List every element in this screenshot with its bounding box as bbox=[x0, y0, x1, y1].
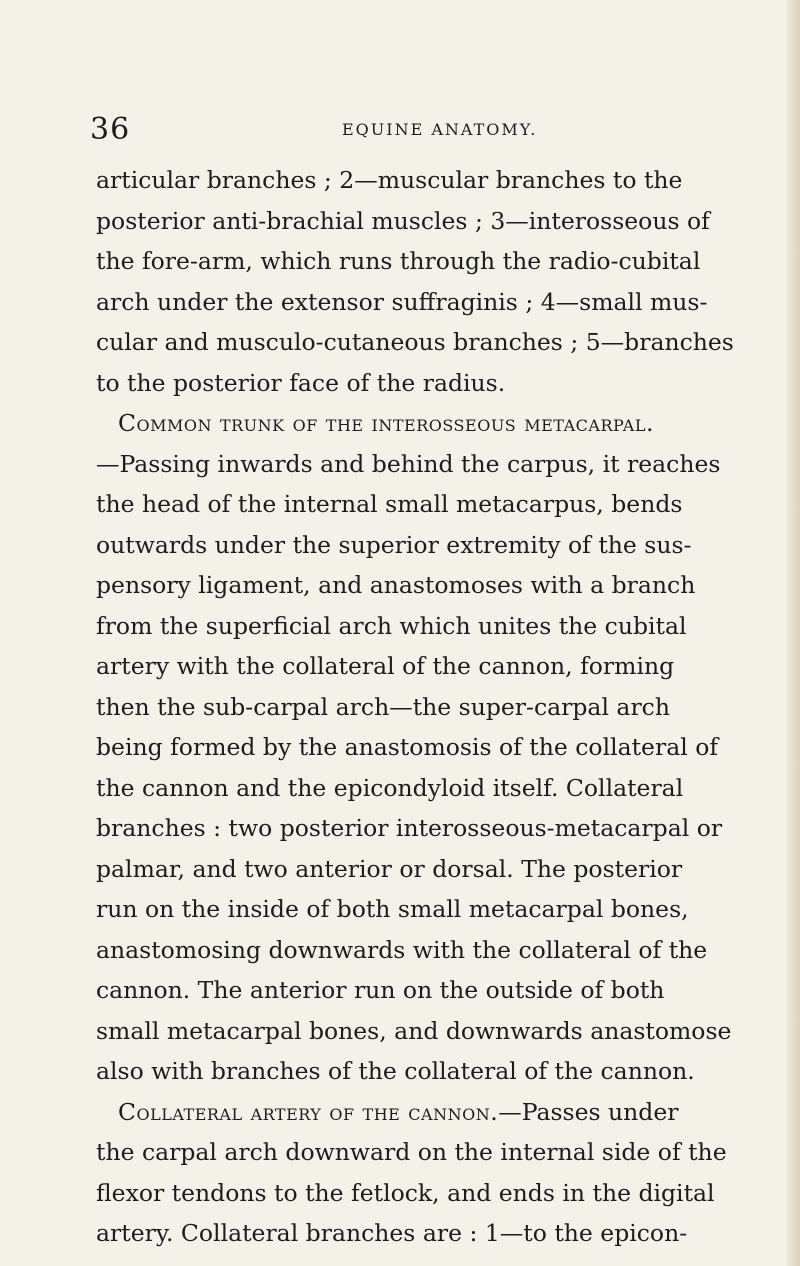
text-line bbox=[96, 606, 790, 647]
text-line bbox=[96, 322, 790, 363]
text-line bbox=[96, 808, 790, 849]
line-text: posterior anti-brachial muscles ; 3—interosseous of bbox=[96, 206, 710, 235]
text-line bbox=[96, 687, 790, 728]
text-line bbox=[96, 768, 790, 809]
line-text: artery with the collateral of the cannon, forming bbox=[96, 652, 675, 680]
text-line bbox=[96, 1051, 790, 1092]
text-line bbox=[96, 160, 790, 201]
section-heading: Collateral artery of the cannon. bbox=[118, 1097, 499, 1126]
line-text: palmar, and two anterior or dorsal. The posterior bbox=[96, 854, 683, 883]
text-line bbox=[96, 484, 790, 525]
line-text: being formed by the anastomosis of the collateral of bbox=[96, 733, 719, 761]
line-text: —Passes under bbox=[498, 1097, 679, 1126]
line-text: branches : two posterior interosseous-metacarpal or bbox=[96, 814, 723, 842]
text-line bbox=[96, 1213, 790, 1254]
text-line bbox=[96, 889, 790, 930]
text-line bbox=[96, 444, 790, 485]
line-text: pensory ligament, and anastomoses with a branch bbox=[96, 571, 696, 599]
text-line bbox=[96, 241, 790, 282]
line-text: from the superficial arch which unites the cubital bbox=[96, 611, 687, 640]
line-text: the carpal arch downward on the internal side of the bbox=[96, 1138, 727, 1166]
page-header bbox=[90, 112, 730, 152]
line-text: the cannon and the epicondyloid itself. Collateral bbox=[96, 773, 684, 802]
line-text: the fore-arm, which runs through the radio-cubital bbox=[96, 247, 701, 275]
text-line bbox=[96, 1132, 790, 1173]
line-text: —Passing inwards and behind the carpus, it reaches bbox=[96, 449, 721, 478]
section-heading-line bbox=[96, 403, 790, 444]
line-text: to the posterior face of the radius. bbox=[96, 368, 506, 397]
line-text: small metacarpal bones, and downwards anastomose bbox=[96, 1016, 732, 1045]
line-text: cannon. The anterior run on the outside of both bbox=[96, 976, 665, 1004]
text-line bbox=[96, 970, 790, 1011]
text-line bbox=[96, 930, 790, 971]
text-line bbox=[96, 727, 790, 768]
running-title: EQUINE ANATOMY. bbox=[342, 120, 538, 139]
text-line bbox=[96, 363, 790, 404]
text-line bbox=[96, 849, 790, 890]
text-line bbox=[96, 1173, 790, 1214]
text-line bbox=[96, 565, 790, 606]
line-text: artery. Collateral branches are : 1—to the epicon- bbox=[96, 1219, 688, 1247]
line-text: flexor tendons to the fetlock, and ends in the digital bbox=[96, 1178, 715, 1207]
line-text: also with branches of the collateral of the cannon. bbox=[96, 1057, 695, 1085]
section-heading-line bbox=[96, 1092, 790, 1133]
line-text: then the sub-carpal arch—the super-carpal arch bbox=[96, 692, 670, 721]
line-text: the head of the internal small metacarpus, bends bbox=[96, 490, 683, 518]
page-number: 36 bbox=[90, 112, 131, 147]
body-text bbox=[96, 160, 790, 1254]
line-text: anastomosing downwards with the collateral of the bbox=[96, 935, 708, 964]
text-line bbox=[96, 1011, 790, 1052]
text-line bbox=[96, 201, 790, 242]
line-text: arch under the extensor suffraginis ; 4—small mus- bbox=[96, 287, 708, 316]
line-text: run on the inside of both small metacarpal bones, bbox=[96, 895, 689, 923]
line-text: cular and musculo-cutaneous branches ; 5—branches bbox=[96, 328, 734, 356]
section-heading: Common trunk of the interosseous metacarpal. bbox=[118, 409, 654, 437]
line-text: outwards under the superior extremity of the sus- bbox=[96, 530, 692, 559]
text-line bbox=[96, 282, 790, 323]
text-line bbox=[96, 525, 790, 566]
text-line bbox=[96, 646, 790, 687]
line-text: articular branches ; 2—muscular branches to the bbox=[96, 166, 683, 194]
